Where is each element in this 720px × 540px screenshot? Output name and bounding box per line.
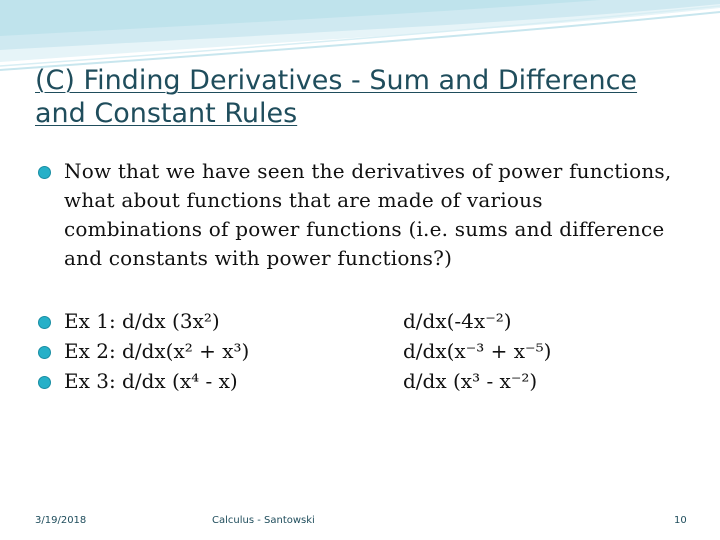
example-1-extra: d/dx(-4x⁻²) bbox=[403, 309, 512, 333]
example-3-extra: d/dx (x³ - x⁻²) bbox=[403, 369, 538, 393]
example-2: Ex 2: d/dx(x² + x³) bbox=[64, 339, 250, 363]
slide-title: (C) Finding Derivatives - Sum and Difference and Constant Rules bbox=[35, 65, 638, 129]
example-1: Ex 1: d/dx (3x²) bbox=[64, 309, 220, 333]
bullet-icon bbox=[38, 376, 51, 389]
footer-page-number: 10 bbox=[674, 515, 687, 526]
example-2-extra: d/dx(x⁻³ + x⁻⁵) bbox=[403, 339, 552, 363]
example-3: Ex 3: d/dx (x⁴ - x) bbox=[64, 369, 238, 393]
bullet-icon bbox=[38, 346, 51, 359]
footer-date: 3/19/2018 bbox=[35, 515, 87, 526]
bullet-icon bbox=[38, 166, 51, 179]
bullet-icon bbox=[38, 316, 51, 329]
footer-center: Calculus - Santowski bbox=[212, 515, 315, 526]
intro-paragraph: Now that we have seen the derivatives of power functions, what about functions that are made of various combinations of power functions (i.e. sums and difference and constants with power functions?) bbox=[64, 159, 672, 270]
